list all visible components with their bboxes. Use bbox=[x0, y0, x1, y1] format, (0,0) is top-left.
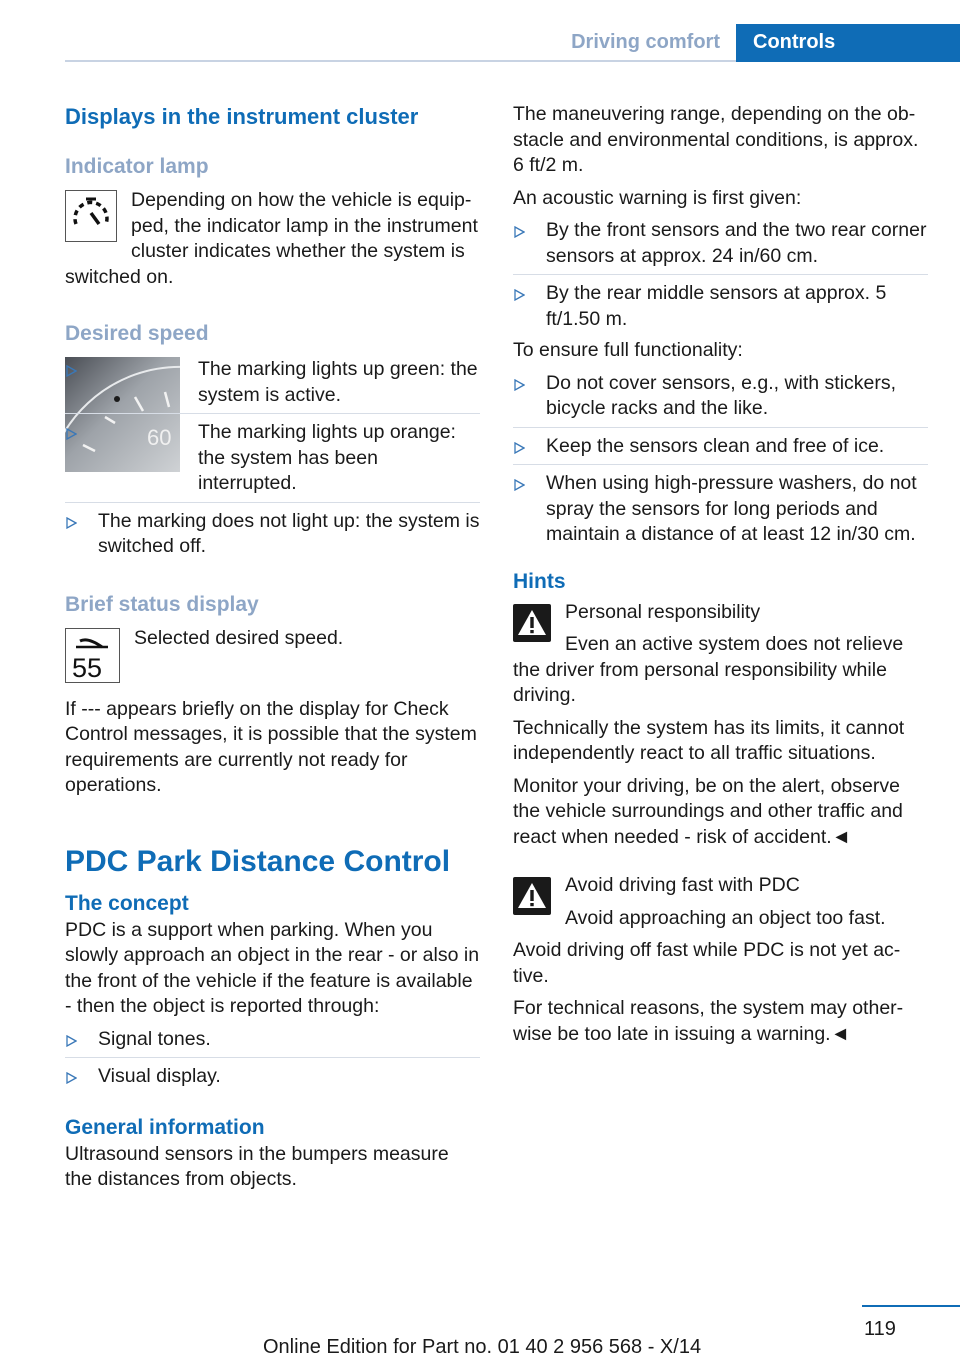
warning-title: Avoid driving fast with PDC bbox=[565, 874, 800, 896]
list-item-text: Visual display. bbox=[98, 1065, 221, 1087]
warning-triangle-icon bbox=[513, 877, 551, 923]
list-bullet-triangle-icon bbox=[513, 282, 527, 307]
heading-concept: The concept bbox=[65, 891, 189, 915]
list-bullet-triangle-icon bbox=[513, 372, 527, 397]
list-item bbox=[513, 434, 928, 466]
general-information-text: Ultrasound sensors in the bumpers measure the distances from objects. bbox=[65, 1142, 449, 1190]
heading-hints: Hints bbox=[513, 569, 566, 593]
list-item bbox=[65, 357, 480, 414]
speedo-label: 60 bbox=[147, 425, 172, 450]
list-item-text: The marking does not light up: the system is switched off. bbox=[98, 509, 480, 557]
acoustic-list bbox=[513, 218, 928, 332]
ensure-list bbox=[513, 371, 928, 548]
warning-text: Avoid driving off fast while PDC is not yet active. bbox=[513, 939, 901, 987]
heading-general-information: General information bbox=[65, 1115, 265, 1139]
page-number: 119 bbox=[864, 1318, 896, 1340]
list-item-text: Keep the sensors clean and free of ice. bbox=[546, 434, 885, 457]
list-bullet-triangle-icon bbox=[65, 1065, 79, 1090]
list-item bbox=[513, 218, 928, 275]
list-bullet-triangle-icon bbox=[65, 358, 79, 383]
header-chapter-tab: Controls bbox=[736, 24, 960, 62]
warning-text: Monitor your driving, be on the alert, observe the vehicle surroundings and other traffic and react when needed - risk of accident.◄ bbox=[513, 774, 903, 848]
heading-indicator-lamp: Indicator lamp bbox=[65, 155, 209, 178]
list-item bbox=[65, 420, 480, 503]
heading-brief-status: Brief status display bbox=[65, 592, 259, 616]
desired-speed-list bbox=[65, 357, 480, 503]
edition-line: Online Edition for Part no. 01 40 2 956 568 - X/14 bbox=[263, 1336, 702, 1358]
indicator-lamp-text: Depending on how the vehicle is equipped, the indicator lamp in the instrument cluster indicates whether the system is switched on. bbox=[65, 189, 478, 288]
list-item-text: By the front sensors and the two rear corner sensors at approx. 24 in/60 cm. bbox=[546, 219, 927, 267]
acoustic-intro-text: An acoustic warning is first given: bbox=[513, 186, 802, 209]
list-item bbox=[65, 1027, 480, 1059]
desired-speed-list-continued bbox=[65, 509, 480, 560]
list-item bbox=[513, 371, 928, 428]
list-bullet-triangle-icon bbox=[65, 421, 79, 446]
list-item bbox=[65, 509, 480, 560]
list-bullet-triangle-icon bbox=[513, 219, 527, 244]
warning-text: Even an active system does not relieve the driver from personal responsibility while driving. bbox=[513, 633, 904, 706]
header-section-title: Driving comfort bbox=[571, 31, 720, 53]
warning-text: For technical reasons, the system may otherwise be too late in issuing a warning.◄ bbox=[513, 997, 904, 1045]
list-item-text: Do not cover sensors, e.g., with stickers, bicycle racks and the like. bbox=[546, 371, 897, 419]
list-item-text: By the rear middle sensors at approx. 5 ft/1.50 m. bbox=[546, 282, 887, 330]
desired-speed-block bbox=[65, 357, 480, 560]
heading-pdc: PDC Park Distance Control bbox=[65, 844, 451, 878]
warning-text: Technically the system has its limits, it cannot independently react to all traffic situations. bbox=[513, 716, 905, 764]
concept-text: PDC is a support when parking. When you slowly approach an object in the rear - or also in the front of the vehicle if the feature is available - then the object is reported through: bbox=[65, 918, 480, 1017]
range-text: The maneuvering range, depending on the obstacle and environmental conditions, is approx. 6 ft/2 m. bbox=[513, 103, 919, 176]
warning-text: Avoid approaching an object too fast. bbox=[565, 906, 886, 929]
list-item-text: The marking lights up green: the system is active. bbox=[198, 358, 478, 406]
list-item bbox=[65, 1064, 480, 1090]
ensure-intro-text: To ensure full functionality: bbox=[513, 339, 743, 361]
list-item bbox=[513, 471, 928, 548]
list-item-text: The marking lights up orange: the system has been interrupted. bbox=[198, 421, 456, 494]
brief-status-number: 55 bbox=[72, 652, 103, 682]
heading-displays: Displays in the instrument cluster bbox=[65, 104, 419, 129]
right-column bbox=[513, 102, 928, 1054]
list-bullet-triangle-icon bbox=[513, 435, 527, 460]
footer-rule bbox=[862, 1305, 960, 1307]
list-item bbox=[513, 281, 928, 332]
list-item-text: Signal tones. bbox=[98, 1027, 211, 1050]
cruise-control-indicator-icon bbox=[65, 190, 117, 242]
brief-status-text: Selected desired speed. bbox=[134, 626, 344, 649]
warning-triangle-icon bbox=[513, 604, 551, 650]
list-bullet-triangle-icon bbox=[65, 1028, 79, 1053]
brief-status-speed-icon bbox=[65, 628, 120, 683]
heading-desired-speed: Desired speed bbox=[65, 322, 209, 345]
list-item-text: When using high-pressure washers, do not spray the sensors for long periods and maintain a distance of at least 12 in/30 cm. bbox=[546, 472, 917, 545]
list-bullet-triangle-icon bbox=[65, 510, 79, 535]
warning-title: Personal responsibility bbox=[565, 600, 761, 623]
check-control-text: If --- appears briefly on the display for Check Control messages, it is possible that the system requirements are currently not ready for operations. bbox=[65, 697, 477, 796]
concept-list bbox=[65, 1027, 480, 1090]
list-bullet-triangle-icon bbox=[513, 472, 527, 497]
left-column bbox=[65, 102, 480, 1200]
page-header bbox=[0, 0, 960, 62]
